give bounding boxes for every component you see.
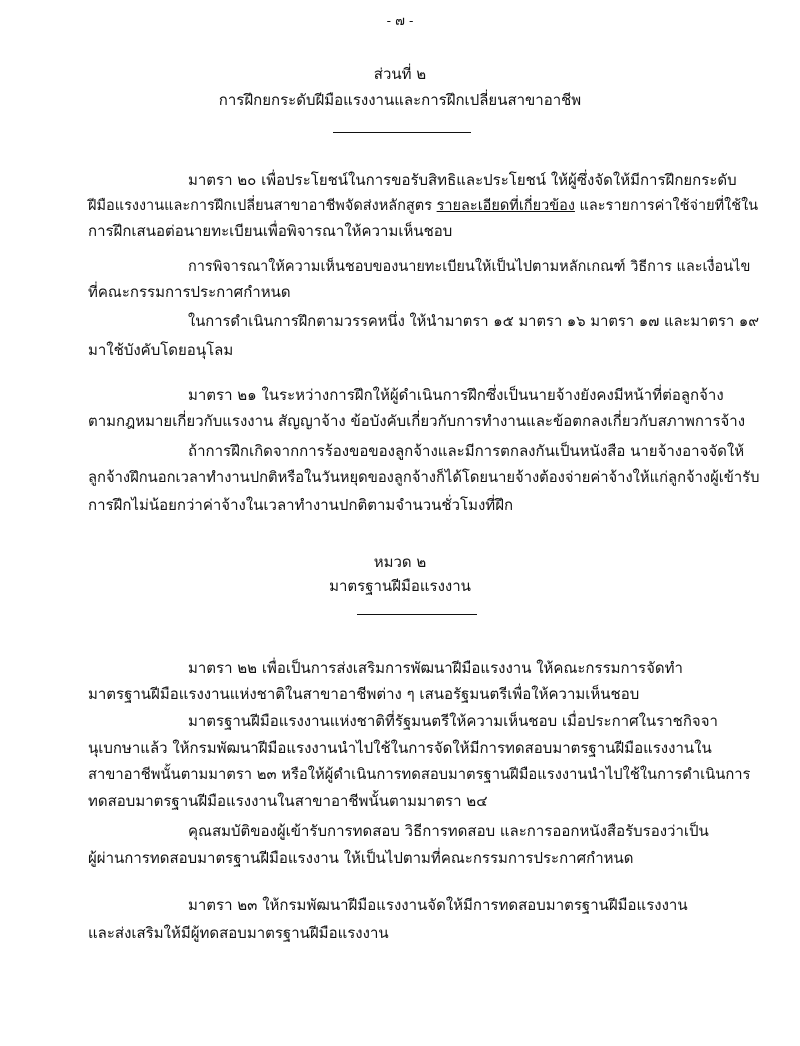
sec20-line1: มาตรา ๒๐ เพื่อประโยชน์ในการขอรับสิทธิและประโยชน์ ให้ผู้ซึ่งจัดให้มีการฝึกยกระดับ <box>188 171 737 189</box>
sec22-line1: มาตรา ๒๒ เพื่อเป็นการส่งเสริมการพัฒนาฝีมือแรงงาน ให้คณะกรรมการจัดทำ <box>188 659 683 677</box>
sec21-line3: ถ้าการฝึกเกิดจากการร้องขอของลูกจ้างและมีการตกลงกันเป็นหนังสือ นายจ้างอาจจัดให้ <box>188 442 745 460</box>
sec20-line4: การพิจารณาให้ความเห็นชอบของนายทะเบียนให้เป็นไปตามหลักเกณฑ์ วิธีการ และเงื่อนไข <box>188 259 751 275</box>
sec20-line3: การฝึกเสนอต่อนายทะเบียนเพื่อพิจารณาให้ความเห็นชอบ <box>88 222 453 240</box>
part-heading: ส่วนที่ ๒ <box>373 65 427 83</box>
page-number: - ๗ - <box>386 14 414 29</box>
sec22-line5: สาขาอาชีพนั้นตามมาตรา ๒๓ หรือให้ผู้ดำเนินการทดสอบมาตรฐานฝีมือแรงงานนำไปใช้ในการดำเนินการ <box>88 766 751 783</box>
sec22-line7: คุณสมบัติของผู้เข้ารับการทดสอบ วิธีการทดสอบ และการออกหนังสือรับรองว่าเป็น <box>188 822 709 840</box>
sec21-line1: มาตรา ๒๑ ในระหว่างการฝึกให้ผู้ดำเนินการฝึกซึ่งเป็นนายจ้างยังคงมีหน้าที่ต่อลูกจ้าง <box>188 386 724 404</box>
sec22-line8: ผู้ผ่านการทดสอบมาตรฐานฝีมือแรงงาน ให้เป็นไปตามที่คณะกรรมการประกาศกำหนด <box>88 849 634 867</box>
sec20-underlined-text: รายละเอียดที่เกี่ยวข้อง <box>436 198 575 214</box>
sec22-line2: มาตรฐานฝีมือแรงงานแห่งชาติในสาขาอาชีพต่าง ๆ เสนอรัฐมนตรีเพื่อให้ความเห็นชอบ <box>88 685 640 703</box>
sec20-line6: ในการดำเนินการฝึกตามวรรคหนึ่ง ให้นำมาตรา ๑๕ มาตรา ๑๖ มาตรา ๑๗ และมาตรา ๑๙ <box>188 313 760 330</box>
chapter-title: มาตรฐานฝีมือแรงงาน <box>329 577 471 595</box>
chapter-divider <box>357 614 477 615</box>
part-divider <box>333 132 471 133</box>
sec20-line7: มาใช้บังคับโดยอนุโลม <box>88 341 234 359</box>
sec22-line6: ทดสอบมาตรฐานฝีมือแรงงานในสาขาอาชีพนั้นตามมาตรา ๒๔ <box>88 792 488 810</box>
sec20-line2-c: และรายการค่าใช้จ่ายที่ใช้ใน <box>574 198 759 214</box>
sec22-line4: นุเบกษาแล้ว ให้กรมพัฒนาฝีมือแรงงานนำไปใช้ในการจัดให้มีการทดสอบมาตรฐานฝีมือแรงงานใน <box>88 739 712 757</box>
sec20-line2 <box>88 196 758 216</box>
sec21-line2: ตามกฎหมายเกี่ยวกับแรงงาน สัญญาจ้าง ข้อบังคับเกี่ยวกับการทำงานและข้อตกลงเกี่ยวกับสภาพการจ้าง <box>88 412 746 430</box>
chapter-heading: หมวด ๒ <box>373 553 427 571</box>
sec21-line4: ลูกจ้างฝึกนอกเวลาทำงานปกติหรือในวันหยุดของลูกจ้างก็ได้โดยนายจ้างต้องจ่ายค่าจ้างให้แก่ลูกจ้างผู้เข้ารับ <box>88 469 760 486</box>
sec20-line2-a: ฝีมือแรงงานและการฝึกเปลี่ยนสาขาอาชีพจัดส่งหลักสูตร <box>88 198 437 214</box>
sec23-line1: มาตรา ๒๓ ให้กรมพัฒนาฝีมือแรงงานจัดให้มีการทดสอบมาตรฐานฝีมือแรงงาน <box>188 896 688 914</box>
part-title: การฝึกยกระดับฝีมือแรงงานและการฝึกเปลี่ยนสาขาอาชีพ <box>218 91 582 109</box>
sec20-line5: ที่คณะกรรมการประกาศกำหนด <box>88 283 291 301</box>
sec23-line2: และส่งเสริมให้มีผู้ทดสอบมาตรฐานฝีมือแรงงาน <box>88 924 389 942</box>
sec21-line5: การฝึกไม่น้อยกว่าค่าจ้างในเวลาทำงานปกติตามจำนวนชั่วโมงที่ฝึก <box>88 496 514 514</box>
sec22-line3: มาตรฐานฝีมือแรงงานแห่งชาติที่รัฐมนตรีให้ความเห็นชอบ เมื่อประกาศในราชกิจจา <box>188 712 718 730</box>
